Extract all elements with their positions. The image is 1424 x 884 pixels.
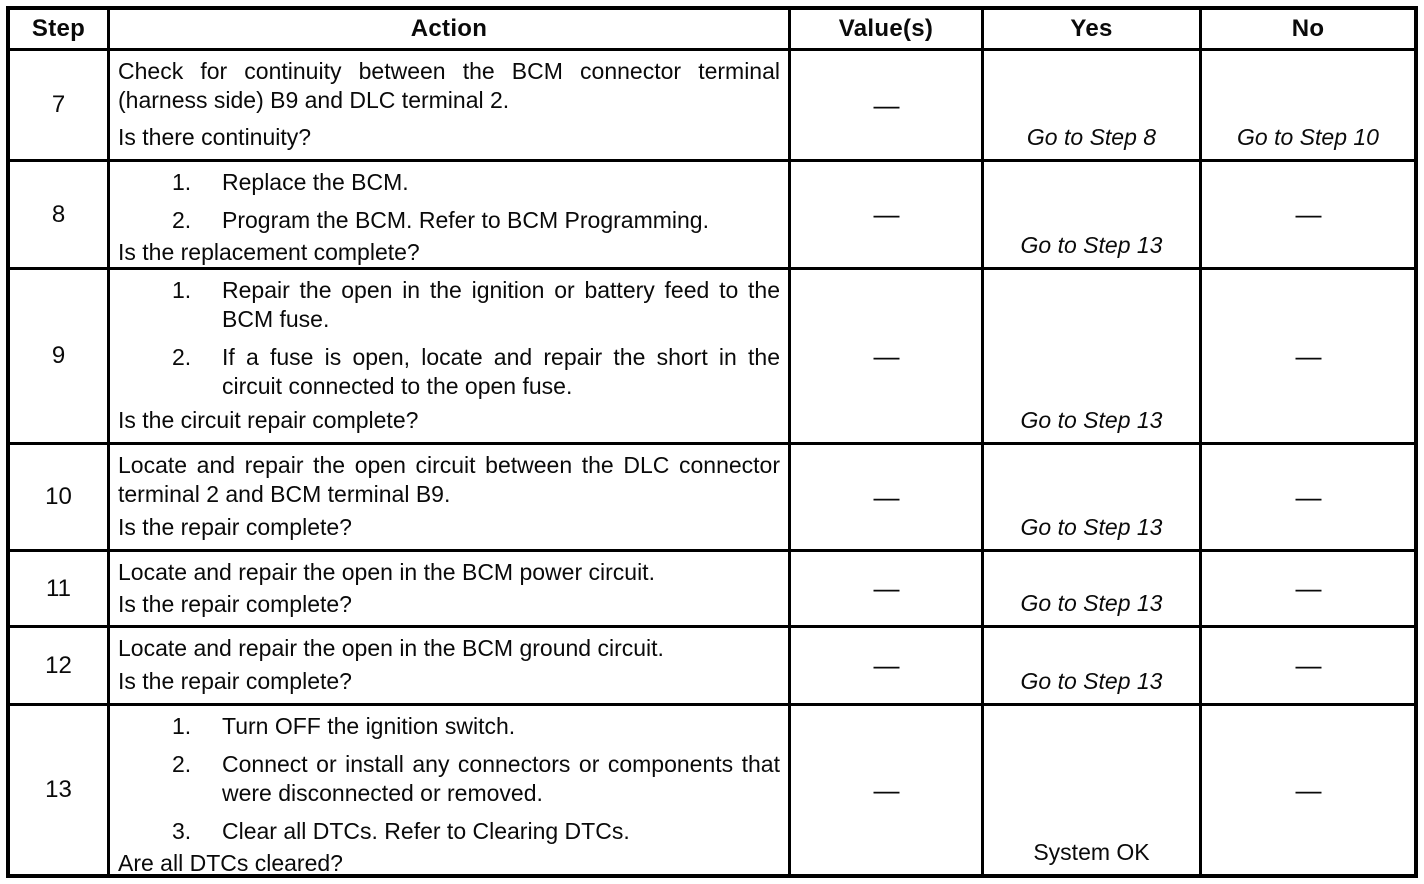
step-number: 13 — [10, 706, 107, 874]
list-item-text: If a fuse is open, locate and repair the short in the circuit connected to the open fuse. — [222, 344, 780, 399]
action-text: Locate and repair the open circuit between the DLC connector terminal 2 and BCM terminal B9. — [118, 452, 780, 507]
no-cell — [1202, 628, 1414, 703]
step-number: 8 — [10, 162, 107, 267]
value-cell — [791, 162, 981, 267]
value-cell — [791, 270, 981, 442]
value-cell — [791, 51, 981, 159]
action-cell — [110, 162, 788, 267]
action-question: Are all DTCs cleared? — [118, 850, 343, 876]
value-cell — [791, 628, 981, 703]
action-list-item — [118, 168, 780, 197]
step-number: 9 — [10, 270, 107, 442]
value-cell — [791, 445, 981, 549]
action-list-item — [118, 343, 780, 401]
no-dash: — — [1295, 774, 1321, 805]
action-list-item — [118, 712, 780, 741]
value-dash: — — [873, 573, 899, 603]
no-cell: Go to Step 10 — [1202, 51, 1414, 159]
value-cell — [791, 552, 981, 625]
action-question: Is the replacement complete? — [118, 239, 420, 265]
action-cell — [110, 51, 788, 159]
value-cell — [791, 706, 981, 874]
action-text: Locate and repair the open in the BCM ground circuit. — [118, 635, 664, 661]
yes-cell: Go to Step 13 — [984, 270, 1199, 442]
list-item-text: Program the BCM. Refer to BCM Programming. — [222, 207, 709, 233]
no-cell — [1202, 162, 1414, 267]
list-item-number: 1. — [172, 169, 192, 195]
list-item-number: 1. — [172, 713, 192, 739]
action-cell — [110, 552, 788, 625]
action-cell — [110, 628, 788, 703]
value-dash: — — [873, 199, 899, 229]
value-dash: — — [873, 650, 899, 680]
action-text: Check for continuity between the BCM connector terminal (harness side) B9 and DLC terminal 2. — [118, 58, 780, 113]
list-item-text: Replace the BCM. — [222, 169, 409, 195]
yes-cell: Go to Step 13 — [984, 162, 1199, 267]
list-item-text: Connect or install any connectors or components that were disconnected or removed. — [222, 751, 780, 806]
action-cell — [110, 270, 788, 442]
no-cell — [1202, 706, 1414, 874]
action-question: Is the repair complete? — [118, 591, 352, 617]
action-list-item — [118, 276, 780, 334]
list-item-text: Clear all DTCs. Refer to Clearing DTCs. — [222, 818, 630, 844]
step-number: 7 — [10, 51, 107, 159]
yes-cell: Go to Step 13 — [984, 552, 1199, 625]
action-question: Is the repair complete? — [118, 514, 352, 540]
value-dash: — — [873, 340, 899, 371]
list-item-number: 2. — [172, 207, 192, 233]
action-cell — [110, 445, 788, 549]
list-item-text: Turn OFF the ignition switch. — [222, 713, 516, 739]
yes-cell: System OK — [984, 706, 1199, 874]
action-question: Is the circuit repair complete? — [118, 407, 419, 433]
value-dash: — — [873, 481, 899, 512]
header-cell-action: Action — [110, 10, 788, 48]
action-question: Is the repair complete? — [118, 668, 352, 694]
no-cell — [1202, 552, 1414, 625]
value-dash: — — [873, 774, 899, 805]
action-cell — [110, 706, 788, 874]
no-dash: — — [1295, 199, 1321, 229]
yes-cell: Go to Step 13 — [984, 445, 1199, 549]
yes-cell: Go to Step 8 — [984, 51, 1199, 159]
no-dash: — — [1295, 650, 1321, 680]
step-number: 10 — [10, 445, 107, 549]
no-cell — [1202, 445, 1414, 549]
no-cell — [1202, 270, 1414, 442]
list-item-number: 1. — [172, 277, 192, 303]
list-item-number: 2. — [172, 751, 192, 777]
list-item-number: 3. — [172, 818, 192, 844]
no-dash: — — [1295, 481, 1321, 512]
value-dash: — — [873, 89, 899, 120]
action-text: Locate and repair the open in the BCM power circuit. — [118, 559, 655, 585]
header-cell-yes: Yes — [984, 10, 1199, 48]
action-list-item — [118, 206, 780, 235]
list-item-number: 2. — [172, 344, 192, 370]
list-item-text: Repair the open in the ignition or battery feed to the BCM fuse. — [222, 277, 780, 332]
header-cell-no: No — [1202, 10, 1414, 48]
action-question: Is there continuity? — [118, 124, 312, 150]
header-cell-values: Value(s) — [791, 10, 981, 48]
step-number: 11 — [10, 552, 107, 625]
action-list-item — [118, 817, 780, 846]
step-number: 12 — [10, 628, 107, 703]
no-dash: — — [1295, 573, 1321, 603]
action-list-item — [118, 750, 780, 808]
no-dash: — — [1295, 340, 1321, 371]
yes-cell: Go to Step 13 — [984, 628, 1199, 703]
header-cell-step: Step — [10, 10, 107, 48]
diagnostic-table — [6, 6, 1418, 878]
